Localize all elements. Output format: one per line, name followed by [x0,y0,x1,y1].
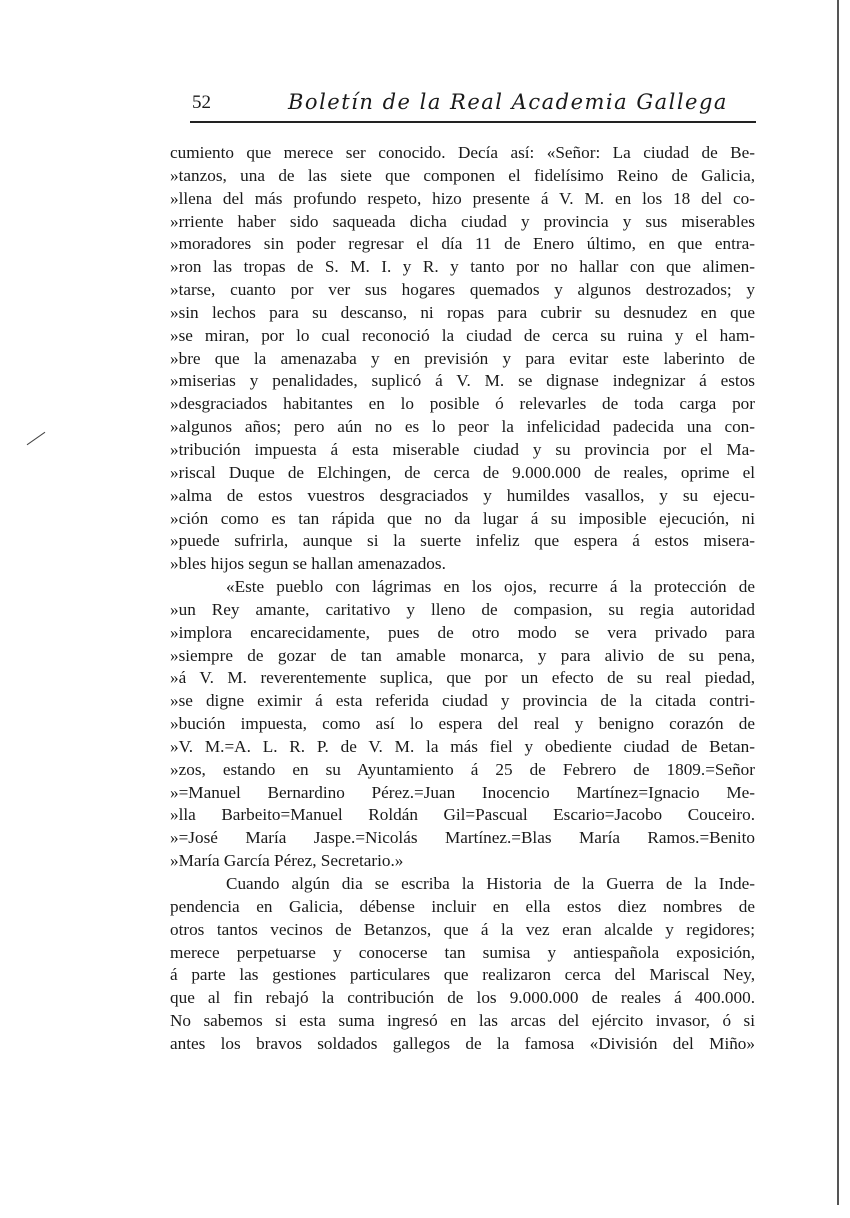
text-line: »llena del más profundo respeto, hizo presente á V. M. en los 18 del co- [170,188,755,208]
text-line: »se miran, por lo cual reconoció la ciudad de cerca su ruina y el ham- [170,325,755,345]
text-line: »tanzos, una de las siete que componen el fidelísimo Reino de Galicia, [170,165,755,185]
text-line: »bución impuesta, como así lo espera del real y benigno corazón de [170,714,755,734]
text-line: »puede sufrirla, aunque si la suerte infeliz que espera á estos misera- [170,531,755,551]
page-number: 52 [192,92,211,113]
text-line: »sin lechos para su descanso, ni ropas para cubrir su desnudez en que [170,302,755,322]
text-line: No sabemos si esta suma ingresó en las arcas del ejército invasor, ó si [170,1011,755,1031]
paragraph [170,873,755,1056]
text-line: pendencia en Galicia, débense incluir en ella estos diez nombres de [170,896,755,916]
text-line: »un Rey amante, caritativo y lleno de compasion, su regia autoridad [170,599,755,619]
text-line: »rriente haber sido saqueada dicha ciudad y provincia y sus miserables [170,211,755,231]
paragraph [170,576,755,873]
text-line: »María García Pérez, Secretario.» [170,851,404,871]
text-line: »zos, estando en su Ayuntamiento á 25 de Febrero de 1809.=Señor [170,759,755,779]
text-line: antes los bravos soldados gallegos de la famosa «División del Miño» [170,1033,755,1053]
text-line: »ron las tropas de S. M. I. y R. y tanto por no hallar con que alimen- [170,257,755,277]
scan-border [837,0,839,1205]
text-line: otros tantos vecinos de Betanzos, que á la vez eran alcalde y regidores; [170,919,755,939]
text-line: »V. M.=A. L. R. P. de V. M. la más fiel y obediente ciudad de Betan- [170,736,755,756]
text-line: »se digne eximir á esta referida ciudad y provincia de la citada contri- [170,691,755,711]
scan-mark [27,432,46,445]
text-line: »ción como es tan rápida que no da lugar á su imposible ejecución, ni [170,508,755,528]
text-line: »tribución impuesta á esta miserable ciudad y su provincia por el Ma- [170,439,755,459]
text-line: que al fin rebajó la contribución de los 9.000.000 de reales á 400.000. [170,988,755,1008]
text-line: »riscal Duque de Elchingen, de cerca de 9.000.000 de reales, oprime el [170,462,755,482]
text-line: »á V. M. reverentemente suplica, que por un efecto de su real piedad, [170,668,755,688]
text-line: »=José María Jaspe.=Nicolás Martínez.=Blas María Ramos.=Benito [170,828,755,848]
text-line: «Este pueblo con lágrimas en los ojos, recurre á la protección de [226,577,755,597]
text-line: »algunos años; pero aún no es lo peor la infelicidad padecida una con- [170,417,755,437]
text-line: »implora encarecidamente, pues de otro modo se vera privado para [170,622,755,642]
running-title: Boletín de la Real Academia Gallega [288,90,728,114]
text-line: »bles hijos segun se hallan amenazados. [170,554,446,574]
text-line: »siempre de gozar de tan amable monarca, y para alivio de su pena, [170,645,755,665]
text-line: »tarse, cuanto por ver sus hogares quemados y algunos destrozados; y [170,280,755,300]
header-rule [190,121,756,123]
paragraph [170,142,755,576]
text-line: cumiento que merece ser conocido. Decía así: «Señor: La ciudad de Be- [170,143,755,162]
text-line: »moradores sin poder regresar el día 11 de Enero último, en que entra- [170,234,755,254]
text-line: »bre que la amenazaba y en previsión y para evitar este laberinto de [170,348,755,368]
text-line: »desgraciados habitantes en lo posible ó relevarles de toda carga por [170,394,755,414]
text-line: á parte las gestiones particulares que realizaron cerca del Mariscal Ney, [170,965,755,985]
text-line: »alma de estos vuestros desgraciados y humildes vasallos, y su ejecu- [170,485,755,505]
text-line: »miserias y penalidades, suplicó á V. M. se dignase indegnizar á estos [170,371,755,391]
text-line: Cuando algún dia se escriba la Historia de la Guerra de la Inde- [226,874,755,893]
text-line: merece perpetuarse y conocerse tan sumisa y antiespañola exposición, [170,942,755,962]
text-line: »lla Barbeito=Manuel Roldán Gil=Pascual Escario=Jacobo Couceiro. [170,805,755,825]
text-line: »=Manuel Bernardino Pérez.=Juan Inocencio Martínez=Ignacio Me- [170,782,755,802]
body-text [170,142,755,1056]
